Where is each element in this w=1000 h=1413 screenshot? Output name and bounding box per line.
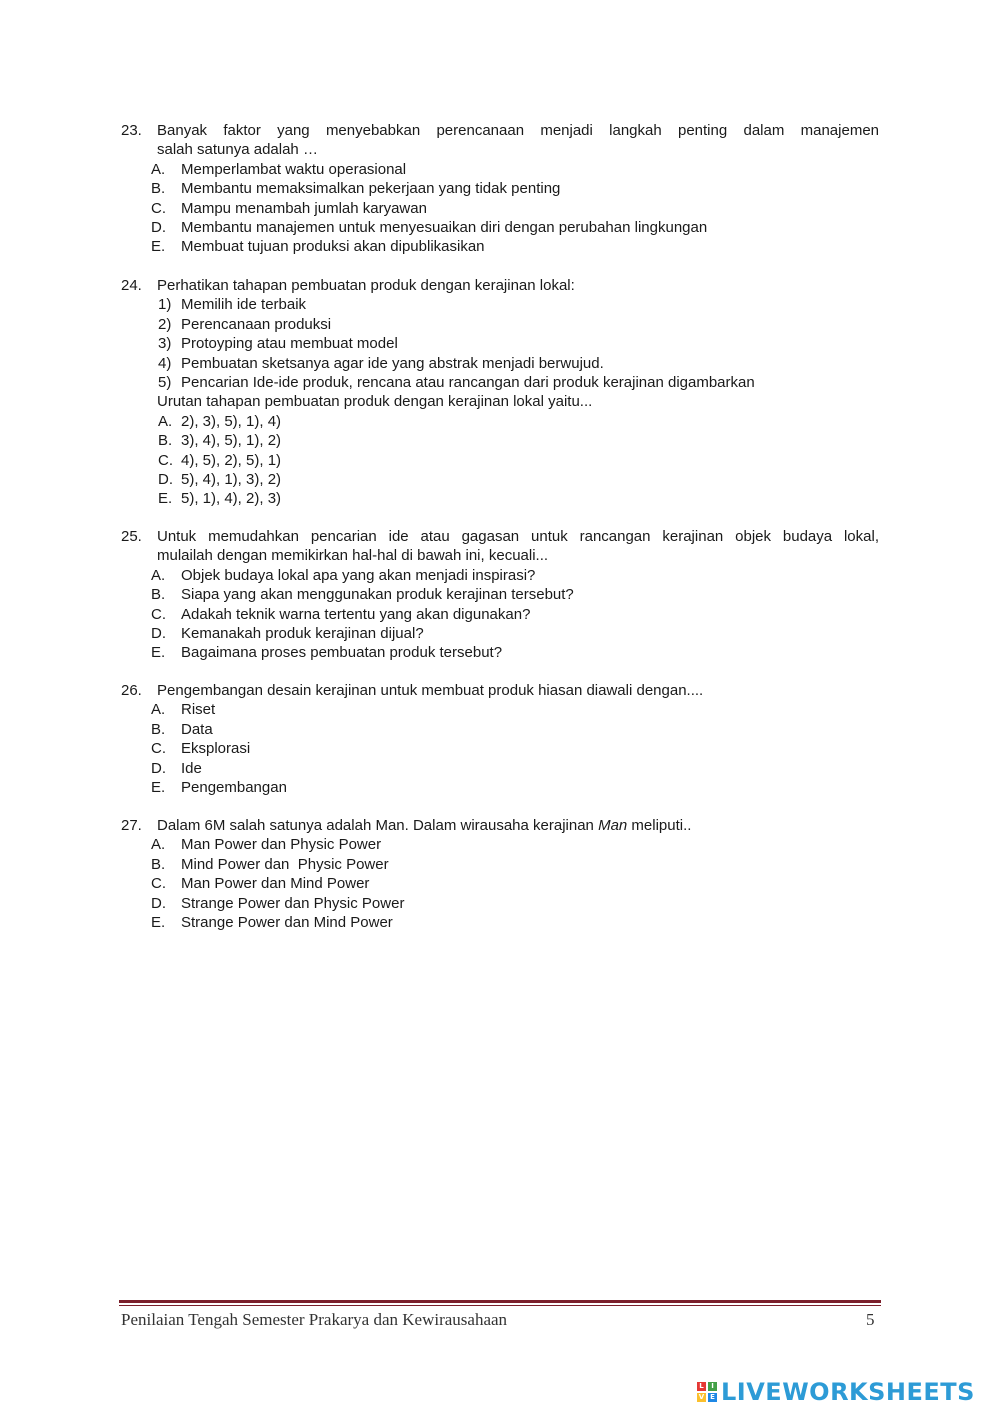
- steps-list: [121, 295, 879, 392]
- question-number: 27.: [121, 817, 142, 834]
- question-25: [121, 527, 879, 663]
- logo-tile: V: [698, 1393, 705, 1401]
- option-c[interactable]: C. Eksplorasi: [151, 740, 251, 758]
- option-d[interactable]: D. Ide: [151, 759, 202, 777]
- liveworksheets-watermark: [697, 1378, 975, 1406]
- option-e[interactable]: E. Pengembangan: [151, 779, 287, 797]
- liveworksheets-logo-icon: [697, 1382, 717, 1402]
- question-number: 26.: [121, 682, 142, 699]
- step-item: 3) Protoyping atau membuat model: [158, 335, 398, 353]
- step-item: 2) Perencanaan produksi: [158, 315, 332, 333]
- step-item: 1) Memilih ide terbaik: [158, 296, 307, 314]
- question-stem: Untuk memudahkan pencarian ide atau gagasan untuk rancangan kerajinan objek budaya lokal,: [157, 528, 879, 545]
- option-b[interactable]: B. Membantu memaksimalkan pekerjaan yang tidak penting: [151, 180, 561, 198]
- option-a[interactable]: A. Man Power dan Physic Power: [151, 836, 382, 854]
- logo-tile: I: [708, 1382, 717, 1391]
- question-stem-continued: mulailah dengan memikirkan hal-hal di bawah ini, kecuali...: [157, 547, 549, 565]
- page-number: 5: [866, 1310, 875, 1329]
- option-b[interactable]: B. Data: [151, 720, 213, 738]
- option-e[interactable]: E. Membuat tujuan produksi akan dipublikasikan: [151, 238, 485, 256]
- option-d[interactable]: D. Kemanakah produk kerajinan dijual?: [151, 625, 424, 643]
- options-list: [121, 412, 879, 509]
- question-number: 25.: [121, 528, 142, 545]
- option-c[interactable]: C. Man Power dan Mind Power: [151, 875, 370, 893]
- question-stem: Banyak faktor yang menyebabkan perencanaan menjadi langkah penting dalam manajemen: [157, 122, 879, 139]
- footer-title: Penilaian Tengah Semester Prakarya dan Kewirausahaan: [121, 1310, 508, 1329]
- question-26: [121, 681, 879, 797]
- option-a[interactable]: A. Objek budaya lokal apa yang akan menjadi inspirasi?: [151, 566, 536, 584]
- question-stem: Dalam 6M salah satunya adalah Man. Dalam wirausaha kerajinan Man meliputi..: [157, 817, 692, 834]
- option-b[interactable]: B. Siapa yang akan menggunakan produk kerajinan tersebut?: [151, 586, 574, 604]
- question-stem: Perhatikan tahapan pembuatan produk dengan kerajinan lokal:: [157, 277, 575, 294]
- option-a[interactable]: A. Riset: [151, 701, 216, 719]
- logo-tile: L: [697, 1382, 706, 1391]
- option-b[interactable]: B. Mind Power dan Physic Power: [151, 855, 389, 873]
- question-stem-continued: salah satunya adalah …: [157, 141, 318, 159]
- option-e[interactable]: E. Bagaimana proses pembuatan produk tersebut?: [151, 644, 503, 662]
- option-c[interactable]: C. 4), 5), 2), 5), 1): [158, 451, 282, 469]
- question-number: 24.: [121, 277, 142, 294]
- footer-divider-thin: [119, 1305, 881, 1306]
- logo-tile: E: [708, 1393, 717, 1402]
- question-23: [121, 121, 879, 257]
- option-a[interactable]: A. 2), 3), 5), 1), 4): [158, 412, 282, 430]
- question-number: 23.: [121, 122, 142, 139]
- option-c[interactable]: C. Adakah teknik warna tertentu yang akan digunakan?: [151, 605, 531, 623]
- option-d[interactable]: D. 5), 4), 1), 3), 2): [158, 471, 282, 489]
- question-24: [121, 276, 879, 509]
- footer-divider-thick: [119, 1300, 881, 1303]
- option-b[interactable]: B. 3), 4), 5), 1), 2): [158, 432, 282, 450]
- option-e[interactable]: E. 5), 1), 4), 2), 3): [158, 490, 282, 508]
- option-c[interactable]: C. Mampu menambah jumlah karyawan: [151, 199, 427, 217]
- option-d[interactable]: D. Membantu manajemen untuk menyesuaikan diri dengan perubahan lingkungan: [151, 219, 708, 237]
- step-item: 4) Pembuatan sketsanya agar ide yang abstrak menjadi berwujud.: [158, 354, 604, 372]
- question-stem: Pengembangan desain kerajinan untuk membuat produk hiasan diawali dengan....: [157, 682, 704, 699]
- step-item: 5) Pencarian Ide-ide produk, rencana atau rancangan dari produk kerajinan digambarkan: [158, 374, 755, 392]
- question-prompt: Urutan tahapan pembuatan produk dengan kerajinan lokal yaitu...: [157, 393, 593, 411]
- question-27: [121, 816, 879, 932]
- watermark-text: LIVEWORKSHEETS: [721, 1378, 975, 1406]
- option-e[interactable]: E. Strange Power dan Mind Power: [151, 914, 393, 932]
- option-a[interactable]: A. Memperlambat waktu operasional: [151, 160, 407, 178]
- italic-term: Man: [598, 817, 628, 834]
- option-d[interactable]: D. Strange Power dan Physic Power: [151, 894, 405, 912]
